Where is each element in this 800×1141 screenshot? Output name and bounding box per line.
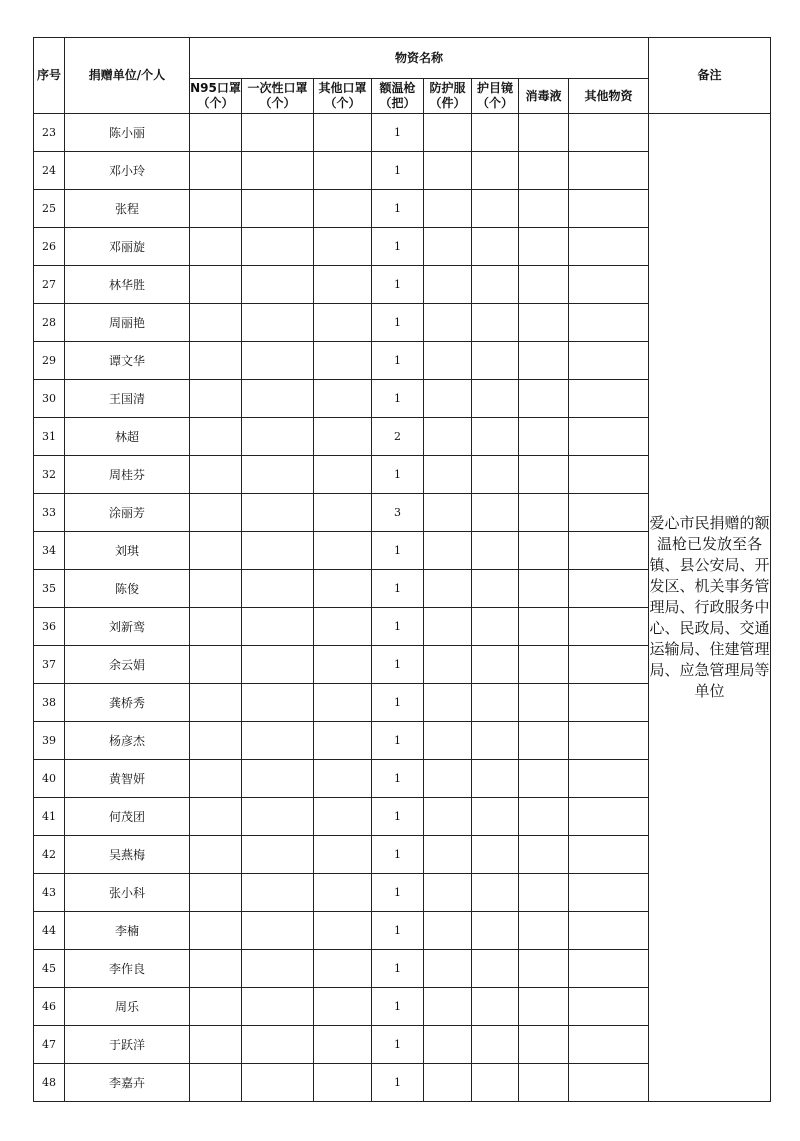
- row-number: 30: [34, 380, 65, 418]
- header-remark: 备注: [649, 38, 771, 114]
- empty-cell: [424, 798, 472, 836]
- empty-cell: [519, 190, 569, 228]
- empty-cell: [190, 836, 242, 874]
- empty-cell: [242, 684, 314, 722]
- empty-cell: [190, 722, 242, 760]
- empty-cell: [424, 988, 472, 1026]
- empty-cell: [519, 228, 569, 266]
- empty-cell: [424, 608, 472, 646]
- thermometer-count: 1: [372, 342, 424, 380]
- empty-cell: [519, 114, 569, 152]
- empty-cell: [472, 228, 519, 266]
- empty-cell: [519, 608, 569, 646]
- row-number: 26: [34, 228, 65, 266]
- empty-cell: [242, 760, 314, 798]
- empty-cell: [569, 570, 649, 608]
- empty-cell: [424, 152, 472, 190]
- empty-cell: [314, 456, 372, 494]
- empty-cell: [314, 304, 372, 342]
- empty-cell: [569, 798, 649, 836]
- row-number: 31: [34, 418, 65, 456]
- empty-cell: [472, 266, 519, 304]
- row-number: 32: [34, 456, 65, 494]
- thermometer-count: 1: [372, 1026, 424, 1064]
- header-col-unit: （件）: [429, 96, 466, 110]
- row-number: 33: [34, 494, 65, 532]
- donor-name: 邓小玲: [65, 152, 190, 190]
- empty-cell: [569, 836, 649, 874]
- empty-cell: [569, 418, 649, 456]
- empty-cell: [519, 760, 569, 798]
- empty-cell: [519, 1064, 569, 1102]
- empty-cell: [424, 1064, 472, 1102]
- empty-cell: [424, 570, 472, 608]
- empty-cell: [519, 418, 569, 456]
- donor-name: 周乐: [65, 988, 190, 1026]
- empty-cell: [314, 266, 372, 304]
- empty-cell: [424, 532, 472, 570]
- empty-cell: [519, 532, 569, 570]
- empty-cell: [314, 608, 372, 646]
- row-number: 36: [34, 608, 65, 646]
- donor-name: 刘新鸾: [65, 608, 190, 646]
- empty-cell: [314, 760, 372, 798]
- empty-cell: [314, 494, 372, 532]
- empty-cell: [314, 190, 372, 228]
- empty-cell: [519, 874, 569, 912]
- thermometer-count: 1: [372, 114, 424, 152]
- empty-cell: [242, 494, 314, 532]
- empty-cell: [190, 304, 242, 342]
- empty-cell: [424, 646, 472, 684]
- header-col-name: 额温枪: [379, 81, 416, 95]
- donor-name: 何茂团: [65, 798, 190, 836]
- header-col-name: 其他口罩: [318, 81, 367, 95]
- empty-cell: [424, 760, 472, 798]
- thermometer-count: 1: [372, 532, 424, 570]
- empty-cell: [519, 152, 569, 190]
- thermometer-count: 1: [372, 988, 424, 1026]
- empty-cell: [569, 912, 649, 950]
- donor-name: 龚桥秀: [65, 684, 190, 722]
- row-number: 24: [34, 152, 65, 190]
- empty-cell: [472, 950, 519, 988]
- thermometer-count: 1: [372, 836, 424, 874]
- empty-cell: [242, 836, 314, 874]
- empty-cell: [190, 1026, 242, 1064]
- empty-cell: [190, 874, 242, 912]
- row-number: 44: [34, 912, 65, 950]
- donor-name: 涂丽芳: [65, 494, 190, 532]
- empty-cell: [569, 494, 649, 532]
- header-seq: 序号: [34, 38, 65, 114]
- empty-cell: [569, 722, 649, 760]
- empty-cell: [519, 836, 569, 874]
- empty-cell: [190, 646, 242, 684]
- row-number: 45: [34, 950, 65, 988]
- donor-name: 张程: [65, 190, 190, 228]
- thermometer-count: 3: [372, 494, 424, 532]
- header-col-thermometer: [372, 79, 424, 114]
- empty-cell: [242, 152, 314, 190]
- empty-cell: [472, 760, 519, 798]
- empty-cell: [519, 798, 569, 836]
- header-col-unit: （个）: [324, 96, 361, 110]
- header-col-unit: （个）: [197, 96, 234, 110]
- empty-cell: [190, 190, 242, 228]
- header-col-name: 护目镜: [476, 81, 513, 95]
- header-col-disposable-mask: [242, 79, 314, 114]
- row-number: 41: [34, 798, 65, 836]
- row-number: 40: [34, 760, 65, 798]
- empty-cell: [314, 950, 372, 988]
- thermometer-count: 1: [372, 950, 424, 988]
- thermometer-count: 1: [372, 266, 424, 304]
- row-number: 35: [34, 570, 65, 608]
- empty-cell: [314, 380, 372, 418]
- empty-cell: [190, 532, 242, 570]
- donor-name: 周桂芬: [65, 456, 190, 494]
- row-number: 38: [34, 684, 65, 722]
- donor-name: 张小科: [65, 874, 190, 912]
- row-number: 34: [34, 532, 65, 570]
- row-number: 28: [34, 304, 65, 342]
- header-col-protective-suit: [424, 79, 472, 114]
- donor-name: 王国清: [65, 380, 190, 418]
- donor-name: 李作良: [65, 950, 190, 988]
- empty-cell: [242, 570, 314, 608]
- empty-cell: [190, 988, 242, 1026]
- donor-name: 林超: [65, 418, 190, 456]
- header-col-unit: （个）: [476, 96, 513, 110]
- empty-cell: [472, 798, 519, 836]
- empty-cell: [314, 646, 372, 684]
- empty-cell: [190, 456, 242, 494]
- header-col-unit: （个）: [259, 96, 296, 110]
- empty-cell: [242, 1064, 314, 1102]
- header-col-n95-mask: [190, 79, 242, 114]
- empty-cell: [242, 114, 314, 152]
- thermometer-count: 1: [372, 760, 424, 798]
- donor-name: 黄智妍: [65, 760, 190, 798]
- empty-cell: [569, 988, 649, 1026]
- empty-cell: [569, 114, 649, 152]
- empty-cell: [242, 950, 314, 988]
- empty-cell: [242, 342, 314, 380]
- empty-cell: [569, 190, 649, 228]
- empty-cell: [472, 532, 519, 570]
- donor-name: 余云娟: [65, 646, 190, 684]
- header-col-name: 其他物资: [584, 88, 633, 103]
- thermometer-count: 1: [372, 190, 424, 228]
- empty-cell: [314, 342, 372, 380]
- empty-cell: [472, 988, 519, 1026]
- empty-cell: [569, 342, 649, 380]
- empty-cell: [314, 988, 372, 1026]
- empty-cell: [242, 646, 314, 684]
- empty-cell: [190, 912, 242, 950]
- donor-name: 杨彦杰: [65, 722, 190, 760]
- row-number: 23: [34, 114, 65, 152]
- thermometer-count: 1: [372, 380, 424, 418]
- empty-cell: [314, 798, 372, 836]
- thermometer-count: 1: [372, 722, 424, 760]
- empty-cell: [472, 494, 519, 532]
- empty-cell: [569, 1064, 649, 1102]
- empty-cell: [424, 456, 472, 494]
- empty-cell: [569, 608, 649, 646]
- empty-cell: [472, 190, 519, 228]
- empty-cell: [472, 684, 519, 722]
- empty-cell: [242, 456, 314, 494]
- remark-cell: 爱心市民捐赠的额温枪已发放至各镇、县公安局、开发区、机关事务管理局、行政服务中心、民政局、交通运输局、住建管理局、应急管理局等单位: [649, 114, 771, 1102]
- empty-cell: [569, 646, 649, 684]
- donor-name: 邓丽旋: [65, 228, 190, 266]
- donation-table: [33, 37, 771, 1102]
- empty-cell: [242, 722, 314, 760]
- empty-cell: [242, 418, 314, 456]
- empty-cell: [190, 342, 242, 380]
- empty-cell: [314, 570, 372, 608]
- empty-cell: [424, 380, 472, 418]
- empty-cell: [190, 228, 242, 266]
- row-number: 25: [34, 190, 65, 228]
- empty-cell: [472, 570, 519, 608]
- empty-cell: [190, 760, 242, 798]
- donor-name: 陈小丽: [65, 114, 190, 152]
- empty-cell: [424, 190, 472, 228]
- empty-cell: [242, 304, 314, 342]
- empty-cell: [242, 228, 314, 266]
- empty-cell: [569, 266, 649, 304]
- empty-cell: [569, 760, 649, 798]
- empty-cell: [569, 152, 649, 190]
- empty-cell: [569, 532, 649, 570]
- empty-cell: [424, 684, 472, 722]
- header-col-other-supplies: [569, 79, 649, 114]
- empty-cell: [472, 342, 519, 380]
- empty-cell: [314, 874, 372, 912]
- table-row: [34, 114, 771, 152]
- row-number: 47: [34, 1026, 65, 1064]
- empty-cell: [519, 570, 569, 608]
- empty-cell: [519, 950, 569, 988]
- header-col-disinfectant: [519, 79, 569, 114]
- thermometer-count: 1: [372, 152, 424, 190]
- empty-cell: [190, 608, 242, 646]
- thermometer-count: 1: [372, 912, 424, 950]
- empty-cell: [472, 1064, 519, 1102]
- donor-name: 周丽艳: [65, 304, 190, 342]
- empty-cell: [424, 912, 472, 950]
- empty-cell: [519, 684, 569, 722]
- empty-cell: [190, 114, 242, 152]
- empty-cell: [242, 532, 314, 570]
- empty-cell: [472, 304, 519, 342]
- empty-cell: [424, 418, 472, 456]
- empty-cell: [314, 228, 372, 266]
- empty-cell: [569, 380, 649, 418]
- thermometer-count: 1: [372, 570, 424, 608]
- empty-cell: [472, 722, 519, 760]
- row-number: 42: [34, 836, 65, 874]
- empty-cell: [519, 456, 569, 494]
- donor-name: 林华胜: [65, 266, 190, 304]
- empty-cell: [314, 418, 372, 456]
- empty-cell: [190, 1064, 242, 1102]
- empty-cell: [569, 228, 649, 266]
- empty-cell: [519, 342, 569, 380]
- empty-cell: [472, 874, 519, 912]
- empty-cell: [472, 1026, 519, 1064]
- empty-cell: [424, 836, 472, 874]
- row-number: 48: [34, 1064, 65, 1102]
- thermometer-count: 1: [372, 798, 424, 836]
- empty-cell: [424, 722, 472, 760]
- donor-name: 李楠: [65, 912, 190, 950]
- empty-cell: [569, 304, 649, 342]
- empty-cell: [569, 874, 649, 912]
- empty-cell: [242, 798, 314, 836]
- empty-cell: [242, 912, 314, 950]
- thermometer-count: 1: [372, 608, 424, 646]
- empty-cell: [519, 988, 569, 1026]
- empty-cell: [424, 494, 472, 532]
- row-number: 43: [34, 874, 65, 912]
- header-donor: 捐赠单位/个人: [65, 38, 190, 114]
- thermometer-count: 2: [372, 418, 424, 456]
- donor-name: 李嘉卉: [65, 1064, 190, 1102]
- thermometer-count: 1: [372, 228, 424, 266]
- empty-cell: [190, 152, 242, 190]
- empty-cell: [190, 494, 242, 532]
- donor-name: 刘琪: [65, 532, 190, 570]
- thermometer-count: 1: [372, 1064, 424, 1102]
- empty-cell: [424, 1026, 472, 1064]
- empty-cell: [424, 304, 472, 342]
- empty-cell: [190, 950, 242, 988]
- empty-cell: [424, 342, 472, 380]
- empty-cell: [519, 722, 569, 760]
- thermometer-count: 1: [372, 456, 424, 494]
- empty-cell: [519, 494, 569, 532]
- empty-cell: [242, 266, 314, 304]
- row-number: 37: [34, 646, 65, 684]
- empty-cell: [472, 646, 519, 684]
- empty-cell: [472, 836, 519, 874]
- empty-cell: [424, 266, 472, 304]
- empty-cell: [472, 456, 519, 494]
- empty-cell: [190, 418, 242, 456]
- empty-cell: [314, 836, 372, 874]
- empty-cell: [242, 988, 314, 1026]
- empty-cell: [314, 722, 372, 760]
- empty-cell: [314, 912, 372, 950]
- empty-cell: [519, 304, 569, 342]
- empty-cell: [242, 1026, 314, 1064]
- header-col-unit: （把）: [379, 96, 416, 110]
- header-col-name: 消毒液: [525, 88, 562, 103]
- row-number: 46: [34, 988, 65, 1026]
- empty-cell: [424, 950, 472, 988]
- empty-cell: [314, 1026, 372, 1064]
- empty-cell: [242, 380, 314, 418]
- header-col-name: 一次性口罩: [247, 81, 308, 95]
- empty-cell: [242, 608, 314, 646]
- empty-cell: [190, 266, 242, 304]
- empty-cell: [519, 266, 569, 304]
- empty-cell: [190, 798, 242, 836]
- empty-cell: [242, 190, 314, 228]
- donor-name: 谭文华: [65, 342, 190, 380]
- empty-cell: [472, 418, 519, 456]
- empty-cell: [569, 1026, 649, 1064]
- thermometer-count: 1: [372, 874, 424, 912]
- header-materials: 物资名称: [190, 38, 649, 79]
- row-number: 39: [34, 722, 65, 760]
- empty-cell: [314, 114, 372, 152]
- donor-name: 于跃洋: [65, 1026, 190, 1064]
- empty-cell: [569, 684, 649, 722]
- empty-cell: [569, 456, 649, 494]
- empty-cell: [424, 874, 472, 912]
- empty-cell: [314, 152, 372, 190]
- empty-cell: [242, 874, 314, 912]
- empty-cell: [190, 570, 242, 608]
- header-col-name: 防护服: [429, 81, 466, 95]
- empty-cell: [314, 1064, 372, 1102]
- header-col-other-mask: [314, 79, 372, 114]
- empty-cell: [519, 646, 569, 684]
- empty-cell: [472, 912, 519, 950]
- donor-name: 陈俊: [65, 570, 190, 608]
- thermometer-count: 1: [372, 304, 424, 342]
- row-number: 27: [34, 266, 65, 304]
- empty-cell: [569, 950, 649, 988]
- empty-cell: [424, 114, 472, 152]
- empty-cell: [314, 532, 372, 570]
- empty-cell: [472, 380, 519, 418]
- thermometer-count: 1: [372, 684, 424, 722]
- empty-cell: [424, 228, 472, 266]
- empty-cell: [519, 380, 569, 418]
- empty-cell: [314, 684, 372, 722]
- row-number: 29: [34, 342, 65, 380]
- empty-cell: [472, 152, 519, 190]
- empty-cell: [519, 912, 569, 950]
- empty-cell: [519, 1026, 569, 1064]
- empty-cell: [472, 114, 519, 152]
- empty-cell: [190, 380, 242, 418]
- donor-name: 吴燕梅: [65, 836, 190, 874]
- header-col-goggles: [472, 79, 519, 114]
- header-col-name: N95口罩: [190, 81, 241, 95]
- empty-cell: [190, 684, 242, 722]
- thermometer-count: 1: [372, 646, 424, 684]
- empty-cell: [472, 608, 519, 646]
